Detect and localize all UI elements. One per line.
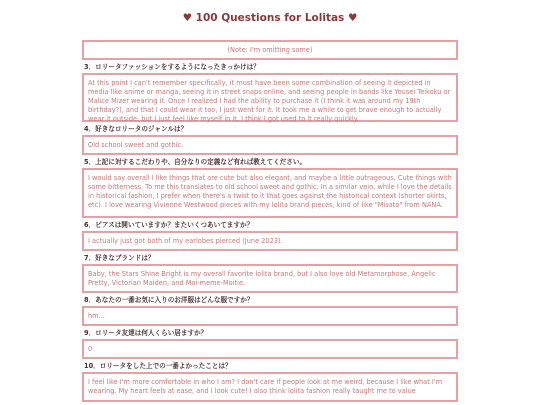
qa-item	[82, 62, 458, 122]
answer: At this point I can't remember specifically, it must have been some combination of seeing it depicted in media like anime or manga, seeing it in street snaps online, and seeing people in bands like Yousei Teikoku or Malice Mizer wearing it. Once I realized I had the ability to purchase it (I think it was around my 19th birthday?), and that I could wear it too, I just went for it. It took me a while to get brave enough to actually wear it outside, but I just feel like myself in it, I think I got used to it really quickly.	[82, 73, 458, 122]
question: 7．好きなブランドは？	[84, 254, 155, 262]
answer: hm...	[82, 306, 458, 326]
qa-item	[82, 253, 458, 293]
qa-item	[82, 220, 458, 251]
qa-list	[82, 40, 458, 404]
page-title: ♥ 100 Questions for Lolitas ♥	[182, 12, 358, 24]
intro-note: (Note: I'm omitting some)	[82, 40, 458, 60]
question: 6．ピアスは開いていますか？またいくつあいてますか？	[84, 221, 254, 229]
qa-item	[82, 328, 458, 359]
qa-item	[82, 295, 458, 326]
qa-item	[82, 124, 458, 155]
answer: I actually just got both of my earlobes pierced (June 2023).	[82, 231, 458, 251]
answer: Baby, the Stars Shine Bright is my overall favorite lolita brand, but I also love old Metamorphose, Angelic Pretty, Victorian Maiden, and Moi-meme-Moitie.	[82, 264, 458, 293]
answer: I feel like I'm more comfortable in who I am? I don't care if people look at me weird, because I like what I'm wearing. My heart feels at ease, and I look cute! I also think lolita fashion really taught me to value	[82, 372, 458, 402]
question: 4．好きなロリータのジャンルは？	[84, 125, 188, 133]
qa-item	[82, 157, 458, 218]
question: 3．ロリータファッションをするようになったきっかけは？	[84, 63, 260, 71]
answer: I would say overall I like things that are cute but also elegant, and maybe a little outrageous. Cute things with some bitterness. To me this translates to old school sweet and gothic. In a similar vein, while I love the details in historical fashion, I prefer when there's a twist to it that goes against the historical context (shorter skirts, etc). I love wearing Vivienne Westwood pieces with my lolita brand pieces, kind of like "Misato" from NANA.	[82, 168, 458, 218]
question: 8．あなたの一番お気に入りのお洋服はどんな服ですか？	[84, 296, 254, 304]
answer: 0	[82, 339, 458, 359]
question: 10．ロリータをした上での一番よかったことは？	[84, 362, 232, 370]
question: 9．ロリータ友達は何人くらい居ますか？	[84, 329, 208, 337]
qa-item	[82, 361, 458, 402]
question: 5．上記に対するこだわりや、自分なりの定義など有れば教えてください。	[84, 158, 307, 166]
answer: Old school sweet and gothic.	[82, 135, 458, 155]
